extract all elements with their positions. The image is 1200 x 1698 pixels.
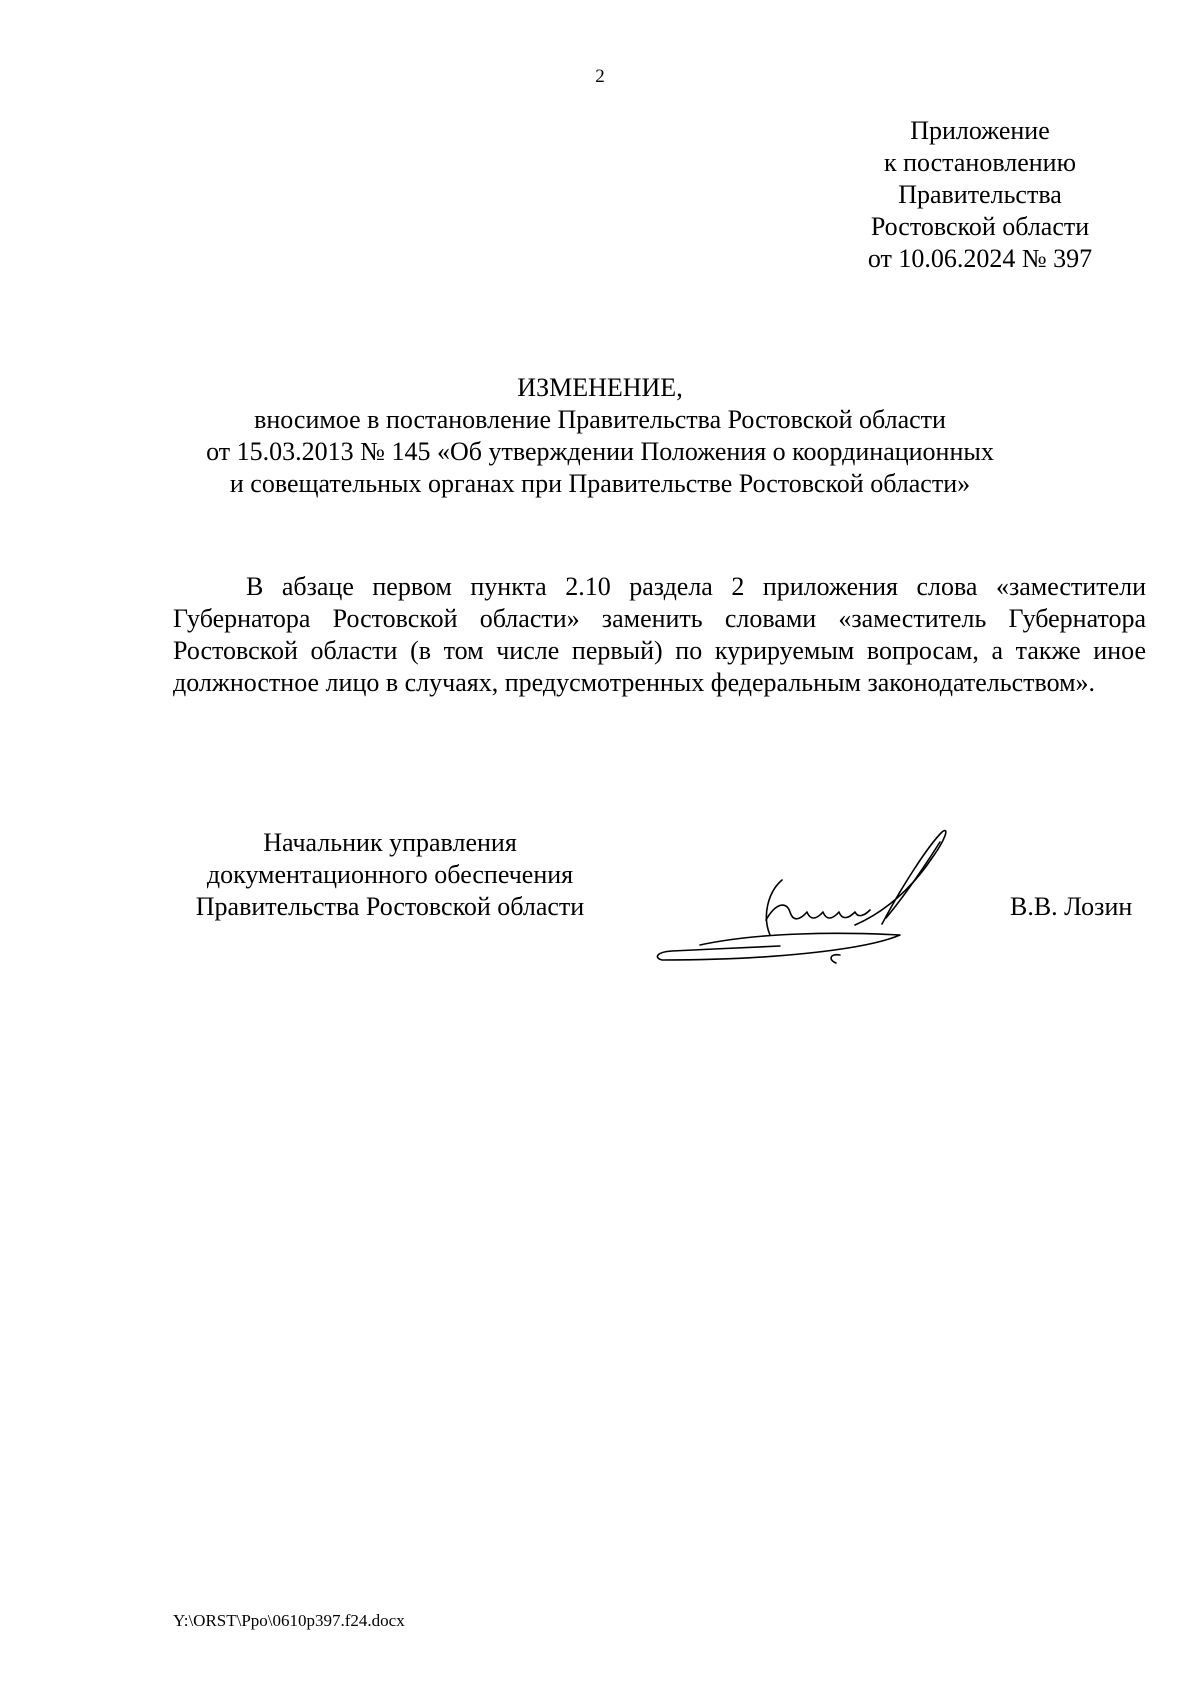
appendix-line: от 10.06.2024 № 397 (867, 244, 1093, 273)
appendix-line: Ростовской области (870, 212, 1090, 241)
signer-position (150, 827, 630, 923)
title-line: и совещательных органах при Правительстве Ростовской области» (229, 469, 971, 498)
signer-position-line: Начальник управления (263, 828, 517, 857)
signer-position-line: документационного обеспечения (206, 860, 574, 889)
document-title (100, 372, 1100, 500)
appendix-header (840, 115, 1120, 275)
title-heading: ИЗМЕНЕНИЕ, (517, 373, 683, 402)
file-path: Y:\ORST\Ppo\0610p397.f24.docx (173, 1611, 405, 1630)
handwritten-signature-icon (650, 820, 980, 970)
title-line: от 15.03.2013 № 145 «Об утверждении Положения о координационных (206, 437, 994, 466)
appendix-line: к постановлению (883, 148, 1077, 177)
title-line: вносимое в постановление Правительства Ростовской области (254, 405, 946, 434)
appendix-line: Приложение (910, 116, 1050, 145)
signer-name: В.В. Лозин (1010, 892, 1133, 921)
body-paragraph: В абзаце первом пункта 2.10 раздела 2 приложения слова «заместители Губернатора Ростовской области» заменить словами «заместитель Губернатора Ростовской области (в том числе первый) по курируемым вопросам, а также иное должностное лицо в случаях, предусмотренных федеральным законодательством». (173, 572, 1146, 697)
signer-position-line: Правительства Ростовской области (195, 892, 585, 921)
page-number: 2 (595, 66, 605, 87)
appendix-line: Правительства (898, 180, 1062, 209)
